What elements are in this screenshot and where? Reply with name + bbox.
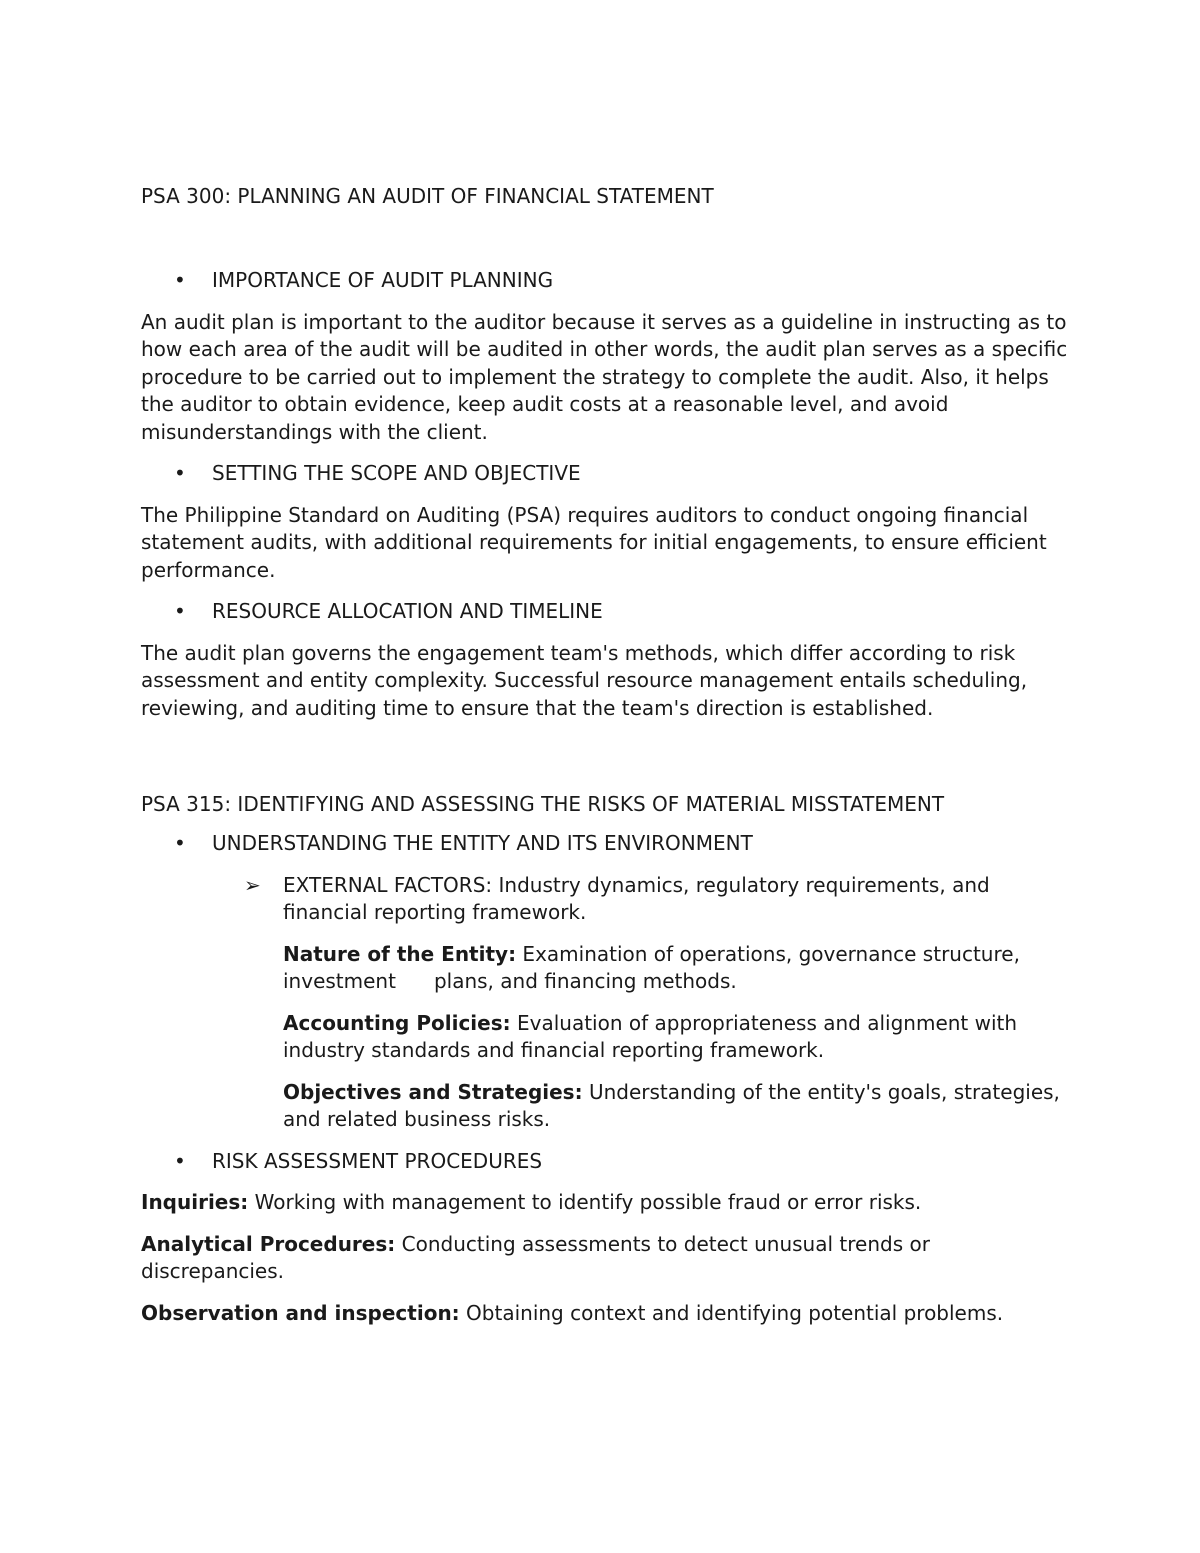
sub-item-text-continued: plans, and financing methods. (433, 969, 737, 993)
bullet-icon: • (174, 1148, 186, 1173)
sub-item-label: Objectives and Strategies: (283, 1079, 583, 1104)
section-title-psa315: PSA 315: IDENTIFYING AND ASSESSING THE RISKS OF MATERIAL MISSTATEMENT (141, 792, 945, 816)
paragraph-resource: The audit plan governs the engagement team's methods, which differ according to risk assessment and entity complexity. Successful resource management entails scheduling, reviewing, and auditing time to ensure that the team's direction is established. (141, 640, 1028, 720)
bullet-heading: RISK ASSESSMENT PROCEDURES (212, 1148, 543, 1173)
sub-item-text: Examination of operations, governance structure, investment (283, 941, 1020, 993)
para-label: Analytical Procedures: (141, 1231, 396, 1256)
bullet-resource (141, 598, 1071, 626)
para-label: Observation and inspection: (141, 1300, 460, 1325)
bullet-understanding (141, 830, 1071, 858)
bullet-icon: • (174, 831, 186, 855)
sub-item-label: EXTERNAL FACTORS: (283, 872, 493, 897)
sub-item-text: Evaluation of appropriateness and alignment with industry standards and financial reporting framework. (283, 1010, 1018, 1062)
paragraph-inquiries (141, 1189, 1071, 1217)
bullet-icon: • (174, 461, 186, 485)
sub-item-nature-of-entity (141, 941, 1071, 996)
bullet-scope (141, 460, 1071, 488)
bullet-heading: RESOURCE ALLOCATION AND TIMELINE (212, 599, 603, 623)
paragraph-observation (141, 1300, 1071, 1328)
paragraph-scope: The Philippine Standard on Auditing (PSA) requires auditors to conduct ongoing financial statement audits, with additional requirements for initial engagements, to ensure efficient performance. (141, 502, 1047, 582)
sub-item-text: Industry dynamics, regulatory requirements, and financial reporting framework. (283, 872, 990, 924)
para-label: Inquiries: (141, 1190, 249, 1214)
para-text: Working with management to identify possible fraud or error risks. (248, 1190, 922, 1214)
bullet-heading: SETTING THE SCOPE AND OBJECTIVE (212, 461, 581, 485)
document-page (141, 182, 1071, 1341)
bullet-icon: • (174, 268, 186, 292)
para-text: Conducting assessments to detect unusual trends or discrepancies. (141, 1231, 930, 1283)
sub-item-text: Understanding of the entity's goals, strategies, and related business risks. (283, 1079, 1060, 1131)
arrow-bullet-icon: ➢ (244, 872, 261, 897)
sub-item-accounting-policies (141, 1010, 1071, 1065)
para-text: Obtaining context and identifying potential problems. (459, 1300, 1004, 1325)
section-title-psa300: PSA 300: PLANNING AN AUDIT OF FINANCIAL STATEMENT (141, 184, 714, 208)
sub-item-label: Accounting Policies: (283, 1010, 511, 1035)
sub-item-external-factors (141, 872, 1071, 927)
bullet-heading: IMPORTANCE OF AUDIT PLANNING (212, 268, 554, 292)
sub-item-label: Nature of the Entity: (283, 941, 517, 966)
bullet-icon: • (174, 599, 186, 623)
sub-item-objectives (141, 1079, 1071, 1134)
paragraph-analytical (141, 1231, 1071, 1286)
bullet-heading: UNDERSTANDING THE ENTITY AND ITS ENVIRONMENT (212, 831, 753, 855)
paragraph-importance: An audit plan is important to the auditor because it serves as a guideline in instructing as to how each area of the audit will be audited in other words, the audit plan serves as a specific procedure to be carried out to implement the strategy to complete the audit. Also, it helps the auditor to obtain evidence, keep audit costs at a reasonable level, and avoid misunderstandings with the client. (141, 309, 1068, 444)
bullet-risk-assessment (141, 1148, 1071, 1176)
bullet-importance (141, 267, 1071, 295)
